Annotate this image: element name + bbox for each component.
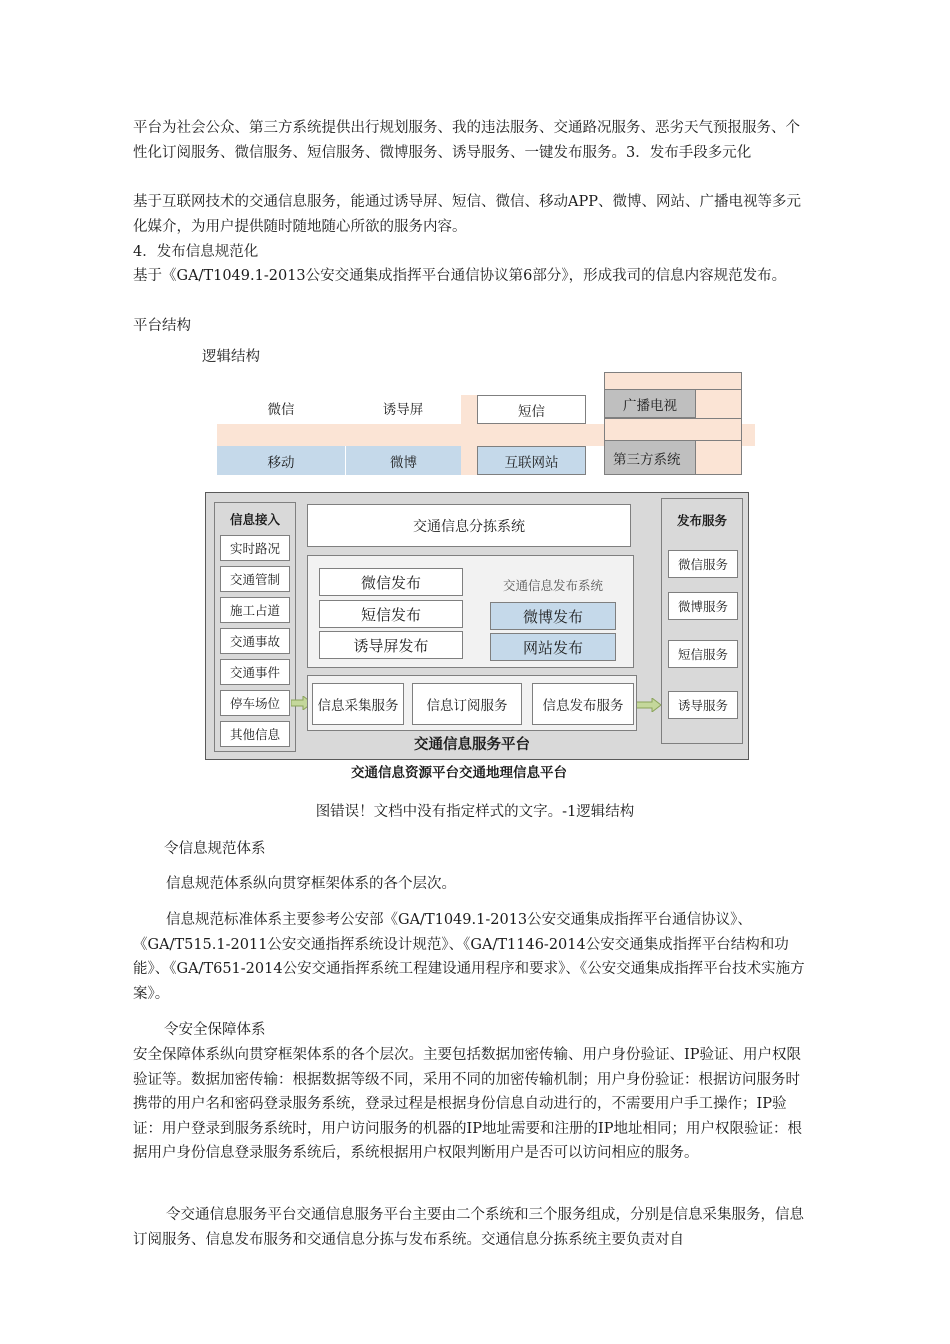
- publish-sms: 短信发布: [319, 600, 463, 628]
- bottom-platform-label: 交通信息资源平台交通地理信息平台: [351, 765, 567, 781]
- channel-internet: 互联网站: [477, 446, 586, 475]
- service-publish: 信息发布服务: [532, 683, 634, 725]
- platform-name: 交通信息服务平台: [414, 736, 530, 753]
- info-access-item: 交通事件: [220, 659, 290, 685]
- arrow-right-icon: [636, 698, 662, 712]
- info-access-item: 其他信息: [220, 721, 290, 747]
- para-info-standard-1: 信息规范体系纵向贯穿框架体系的各个层次。: [166, 876, 456, 892]
- publish-weibo: 微博发布: [490, 602, 616, 630]
- para-media: 基于互联网技术的交通信息服务，能通过诱导屏、短信、微信、移动APP、微博、网站、广播电视等多元化媒介，为用户提供随时随地随心所欲的服务内容。: [133, 194, 801, 235]
- channel-third-party: 第三方系统: [604, 440, 696, 475]
- service-subscribe: 信息订阅服务: [412, 683, 522, 725]
- publish-service-title: 发布服务: [676, 513, 727, 528]
- channel-weibo: 微博: [346, 446, 461, 475]
- para-platform: 令交通信息服务平台交通信息服务平台主要由二个系统和三个服务组成，分别是信息采集服务，信息订阅服务、信息发布服务和交通信息分拣与发布系统。交通信息分拣系统主要负责对自: [133, 1207, 804, 1248]
- info-access-title: 信息接入: [229, 512, 280, 527]
- info-access-item: 交通事故: [220, 628, 290, 654]
- heading-platform-structure: 平台结构: [133, 318, 191, 334]
- heading-standardization: 4．发布信息规范化: [133, 244, 259, 260]
- publish-website: 网站发布: [490, 633, 616, 661]
- channel-guide-screen: 诱导屏: [345, 395, 461, 421]
- para-security: 安全保障体系纵向贯穿框架体系的各个层次。主要包括数据加密传输、用户身份验证、IP验证、用户权限验证等。数据加密传输：根据数据等级不同，采用不同的加密传输机制；用户身份验证：根据访问服务时携带的用户名和密码登录服务系统，登录过程是根据身份信息自动进行的，不需要用户手工操作；IP验证：用户登录到服务系统时，用户访问服务的机器的IP地址需要和注册的IP地址相同；用户权限验证：根据用户身份信息登录服务系统后，系统根据用户权限判断用户是否可以访问相应的服务。: [133, 1047, 802, 1161]
- channel-sms: 短信: [477, 395, 586, 424]
- publish-service-item: 诱导服务: [668, 691, 738, 719]
- heading-security: 令安全保障体系: [164, 1022, 266, 1038]
- sorting-system: 交通信息分拣系统: [307, 504, 631, 547]
- channel-broadcast: 广播电视: [604, 389, 696, 418]
- para-services: 平台为社会公众、第三方系统提供出行规划服务、我的违法服务、交通路况服务、恶劣天气预报服务、个性化订阅服务、微信服务、短信服务、微博服务、诱导服务、一键发布服务。3．发布手段多元化: [133, 120, 800, 161]
- publish-service-item: 微信服务: [668, 550, 738, 578]
- info-access-item: 停车场位: [220, 690, 290, 716]
- channel-mobile: 移动: [217, 446, 345, 475]
- publish-service-item: 短信服务: [668, 640, 738, 668]
- heading-logic-structure: 逻辑结构: [202, 349, 260, 365]
- para-standard: 基于《GA/T1049.1-2013公安交通集成指挥平台通信协议第6部分》，形成我司的信息内容规范发布。: [133, 268, 787, 284]
- publish-guide-screen: 诱导屏发布: [319, 631, 463, 659]
- service-collect: 信息采集服务: [312, 683, 404, 725]
- figure-caption: 图错误！文档中没有指定样式的文字。-1逻辑结构: [315, 804, 635, 820]
- channel-wechat: 微信: [217, 395, 345, 421]
- publish-system-title: 交通信息发布系统: [502, 578, 603, 593]
- heading-info-standard: 令信息规范体系: [164, 841, 266, 857]
- publish-wechat: 微信发布: [319, 568, 463, 596]
- publish-service-item: 微博服务: [668, 592, 738, 620]
- info-access-item: 实时路况: [220, 535, 290, 561]
- info-access-item: 交通管制: [220, 566, 290, 592]
- para-info-standard-2: 信息规范标准体系主要参考公安部《GA/T1049.1-2013公安交通集成指挥平台通信协议》、《GA/T515.1-2011公安交通指挥系统设计规范》、《GA/T1146-2014公安交通集成指挥平台结构和功能》、《GA/T651-2014公安交通指挥系统工程建设通用程序和要求》、《公安交通集成指挥平台技术实施方案》。: [133, 912, 805, 1002]
- info-access-item: 施工占道: [220, 597, 290, 623]
